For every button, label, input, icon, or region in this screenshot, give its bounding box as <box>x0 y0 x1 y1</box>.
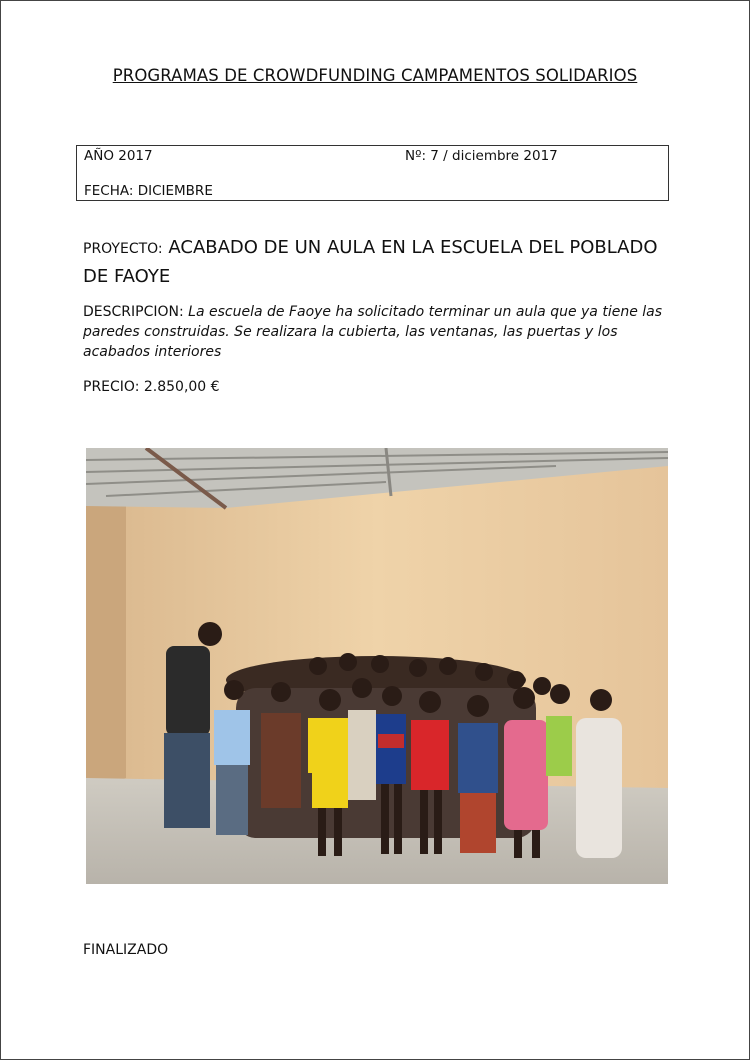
classroom-photo-illustration <box>86 448 668 884</box>
project-name: ACABADO DE UN AULA EN LA ESCUELA DEL POBLADO DE FAOYE <box>83 237 658 287</box>
description <box>83 302 668 362</box>
date-field: FECHA: DICIEMBRE <box>84 183 213 199</box>
info-box <box>76 145 669 201</box>
classroom-photo <box>86 448 668 884</box>
status-label: FINALIZADO <box>83 942 169 958</box>
project-label: PROYECTO: <box>83 241 163 257</box>
description-label: DESCRIPCION: <box>83 304 184 320</box>
page-title: PROGRAMAS DE CROWDFUNDING CAMPAMENTOS SOLIDARIOS <box>112 66 638 85</box>
year-field: AÑO 2017 <box>84 148 153 164</box>
price: PRECIO: 2.850,00 € <box>83 379 220 395</box>
number-field: Nº: 7 / diciembre 2017 <box>405 148 558 164</box>
description-text: La escuela de Faoye ha solicitado terminar un aula que ya tiene las paredes construidas. Se realizara la cubierta, las ventanas, las puertas y los acabados interiores <box>83 304 663 360</box>
project-heading <box>83 234 673 290</box>
